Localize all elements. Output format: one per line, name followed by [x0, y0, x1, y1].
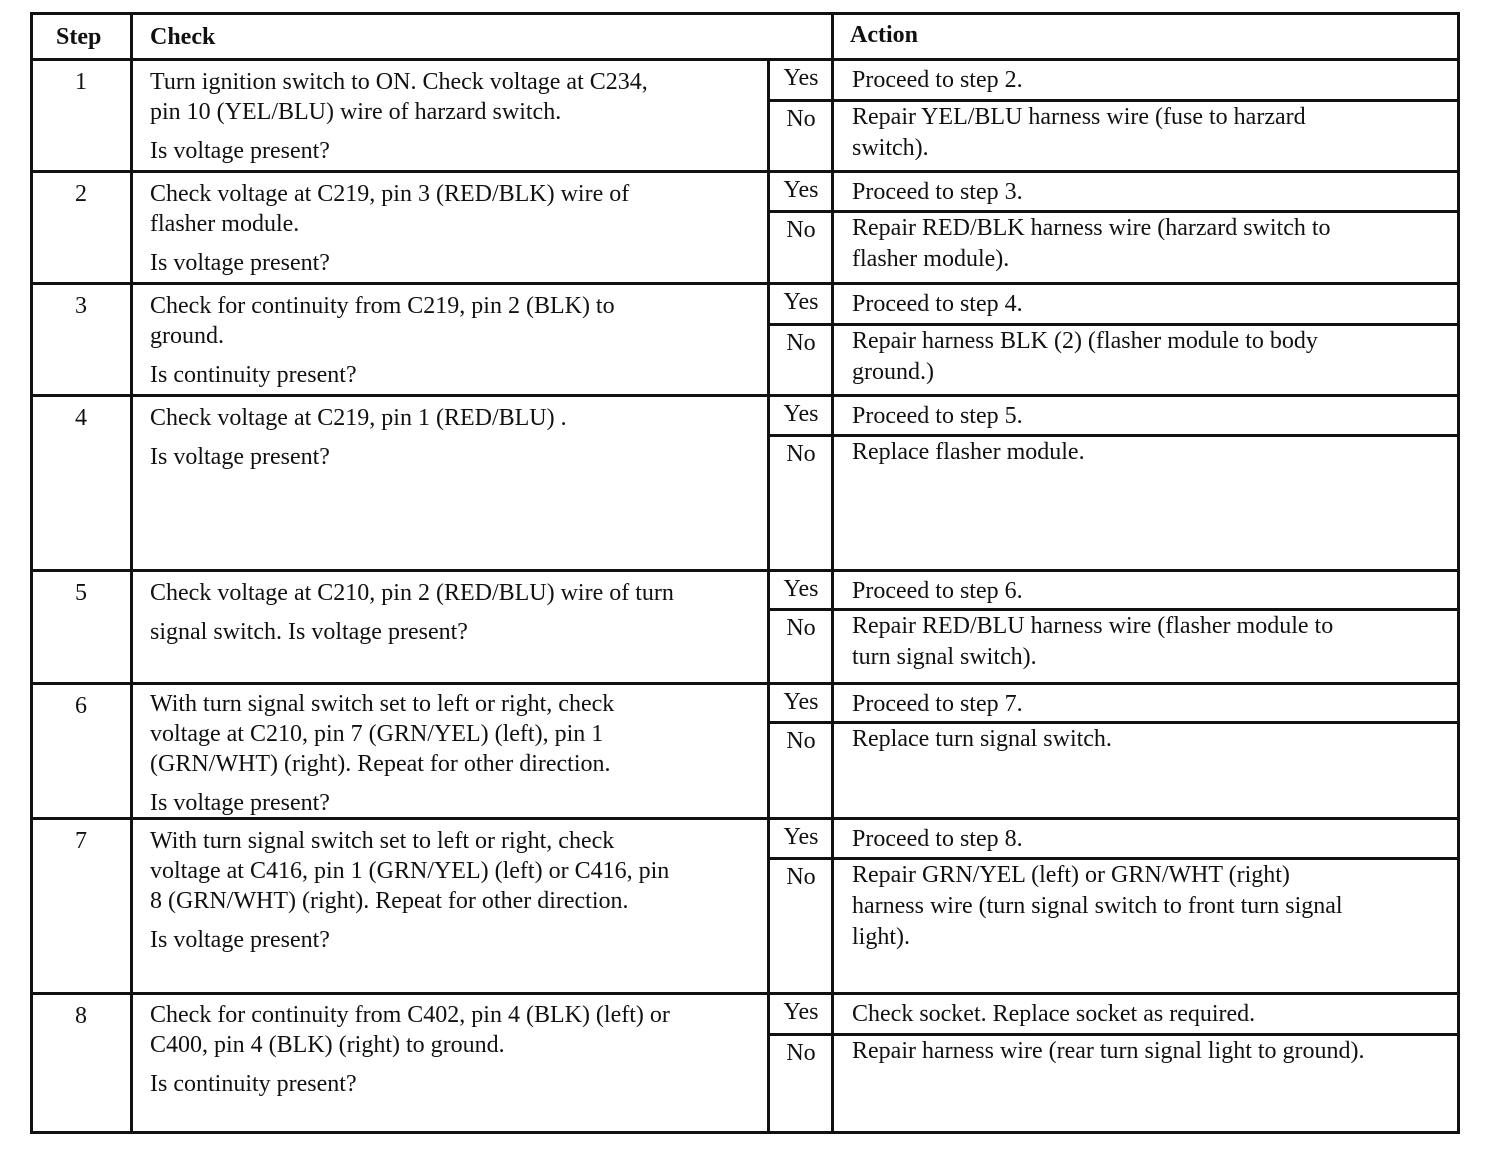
check-text-line: Check voltage at C219, pin 3 (RED/BLK) wire of	[150, 181, 630, 207]
check-text-line: Check voltage at C219, pin 1 (RED/BLU) .	[150, 405, 567, 431]
row-rule	[30, 394, 1460, 397]
no-label: No	[786, 106, 816, 132]
check-text-line: Check voltage at C210, pin 2 (RED/BLU) wire of turn	[150, 580, 674, 606]
yes-action-text: Proceed to step 6.	[852, 578, 1023, 604]
check-text-line: ground.	[150, 323, 224, 349]
check-text-line: Is continuity present?	[150, 1071, 357, 1097]
check-text-line: With turn signal switch set to left or right, check	[150, 691, 615, 717]
no-label: No	[786, 217, 816, 243]
check-text-line: Is voltage present?	[150, 927, 330, 953]
check-text-line: (GRN/WHT) (right). Repeat for other direction.	[150, 751, 611, 777]
header-step: Step	[56, 24, 102, 50]
yes-action-text: Proceed to step 5.	[852, 403, 1023, 429]
yes-action-text: Proceed to step 2.	[852, 67, 1023, 93]
row-rule	[30, 992, 1460, 995]
check-text-line: Is voltage present?	[150, 444, 330, 470]
check-text-line: Turn ignition switch to ON. Check voltage at C234,	[150, 69, 648, 95]
no-action-text: Repair YEL/BLU harness wire (fuse to harzard	[852, 104, 1306, 130]
step-number: 6	[75, 693, 87, 719]
yes-label: Yes	[783, 65, 819, 91]
no-action-text: light).	[852, 924, 910, 950]
row-rule	[30, 569, 1460, 572]
check-text-line: signal switch. Is voltage present?	[150, 619, 468, 645]
header-rule	[30, 58, 1460, 61]
no-action-text: Repair harness wire (rear turn signal light to ground).	[852, 1038, 1365, 1064]
check-text-line: flasher module.	[150, 211, 300, 237]
yes-label: Yes	[783, 999, 819, 1025]
check-text-line: pin 10 (YEL/BLU) wire of harzard switch.	[150, 99, 562, 125]
header-check: Check	[150, 24, 216, 50]
no-action-text: Repair RED/BLK harness wire (harzard switch to	[852, 215, 1331, 241]
step-number: 5	[75, 580, 87, 606]
check-text-line: With turn signal switch set to left or right, check	[150, 828, 615, 854]
check-text-line: 8 (GRN/WHT) (right). Repeat for other direction.	[150, 888, 629, 914]
check-text-line: Is continuity present?	[150, 362, 357, 388]
no-action-text: harness wire (turn signal switch to front turn signal	[852, 893, 1343, 919]
row-rule	[30, 170, 1460, 173]
no-label: No	[786, 330, 816, 356]
no-action-text: switch).	[852, 135, 929, 161]
step-number: 8	[75, 1003, 87, 1029]
check-text-line: Is voltage present?	[150, 138, 330, 164]
yes-action-text: Proceed to step 7.	[852, 691, 1023, 717]
no-action-text: Repair harness BLK (2) (flasher module to body	[852, 328, 1318, 354]
no-label: No	[786, 1040, 816, 1066]
no-action-text: ground.)	[852, 359, 934, 385]
no-label: No	[786, 441, 816, 467]
step-number: 4	[75, 405, 87, 431]
step-number: 3	[75, 293, 87, 319]
yes-action-text: Proceed to step 3.	[852, 179, 1023, 205]
no-label: No	[786, 728, 816, 754]
yes-label: Yes	[783, 689, 819, 715]
column-rule-step	[130, 12, 133, 1134]
step-number: 2	[75, 181, 87, 207]
no-action-text: Repair RED/BLU harness wire (flasher module to	[852, 613, 1334, 639]
check-text-line: Check for continuity from C402, pin 4 (BLK) (left) or	[150, 1002, 670, 1028]
step-number: 7	[75, 828, 87, 854]
no-label: No	[786, 864, 816, 890]
yes-label: Yes	[783, 177, 819, 203]
no-action-text: flasher module).	[852, 246, 1010, 272]
no-action-text: turn signal switch).	[852, 644, 1037, 670]
check-text-line: Is voltage present?	[150, 790, 330, 816]
row-rule	[30, 282, 1460, 285]
row-rule	[30, 682, 1460, 685]
yes-label: Yes	[783, 576, 819, 602]
yes-action-text: Proceed to step 4.	[852, 291, 1023, 317]
yes-label: Yes	[783, 824, 819, 850]
yes-action-text: Check socket. Replace socket as required.	[852, 1001, 1256, 1027]
check-text-line: Is voltage present?	[150, 250, 330, 276]
check-text-line: Check for continuity from C219, pin 2 (BLK) to	[150, 293, 615, 319]
no-action-text: Replace flasher module.	[852, 439, 1085, 465]
no-action-text: Repair GRN/YEL (left) or GRN/WHT (right)	[852, 862, 1290, 888]
no-label: No	[786, 615, 816, 641]
check-text-line: voltage at C416, pin 1 (GRN/YEL) (left) or C416, pin	[150, 858, 670, 884]
yes-action-text: Proceed to step 8.	[852, 826, 1023, 852]
no-action-text: Replace turn signal switch.	[852, 726, 1112, 752]
check-text-line: voltage at C210, pin 7 (GRN/YEL) (left), pin 1	[150, 721, 604, 747]
step-number: 1	[75, 69, 87, 95]
yes-label: Yes	[783, 401, 819, 427]
header-action: Action	[850, 22, 918, 48]
check-text-line: C400, pin 4 (BLK) (right) to ground.	[150, 1032, 505, 1058]
yes-label: Yes	[783, 289, 819, 315]
